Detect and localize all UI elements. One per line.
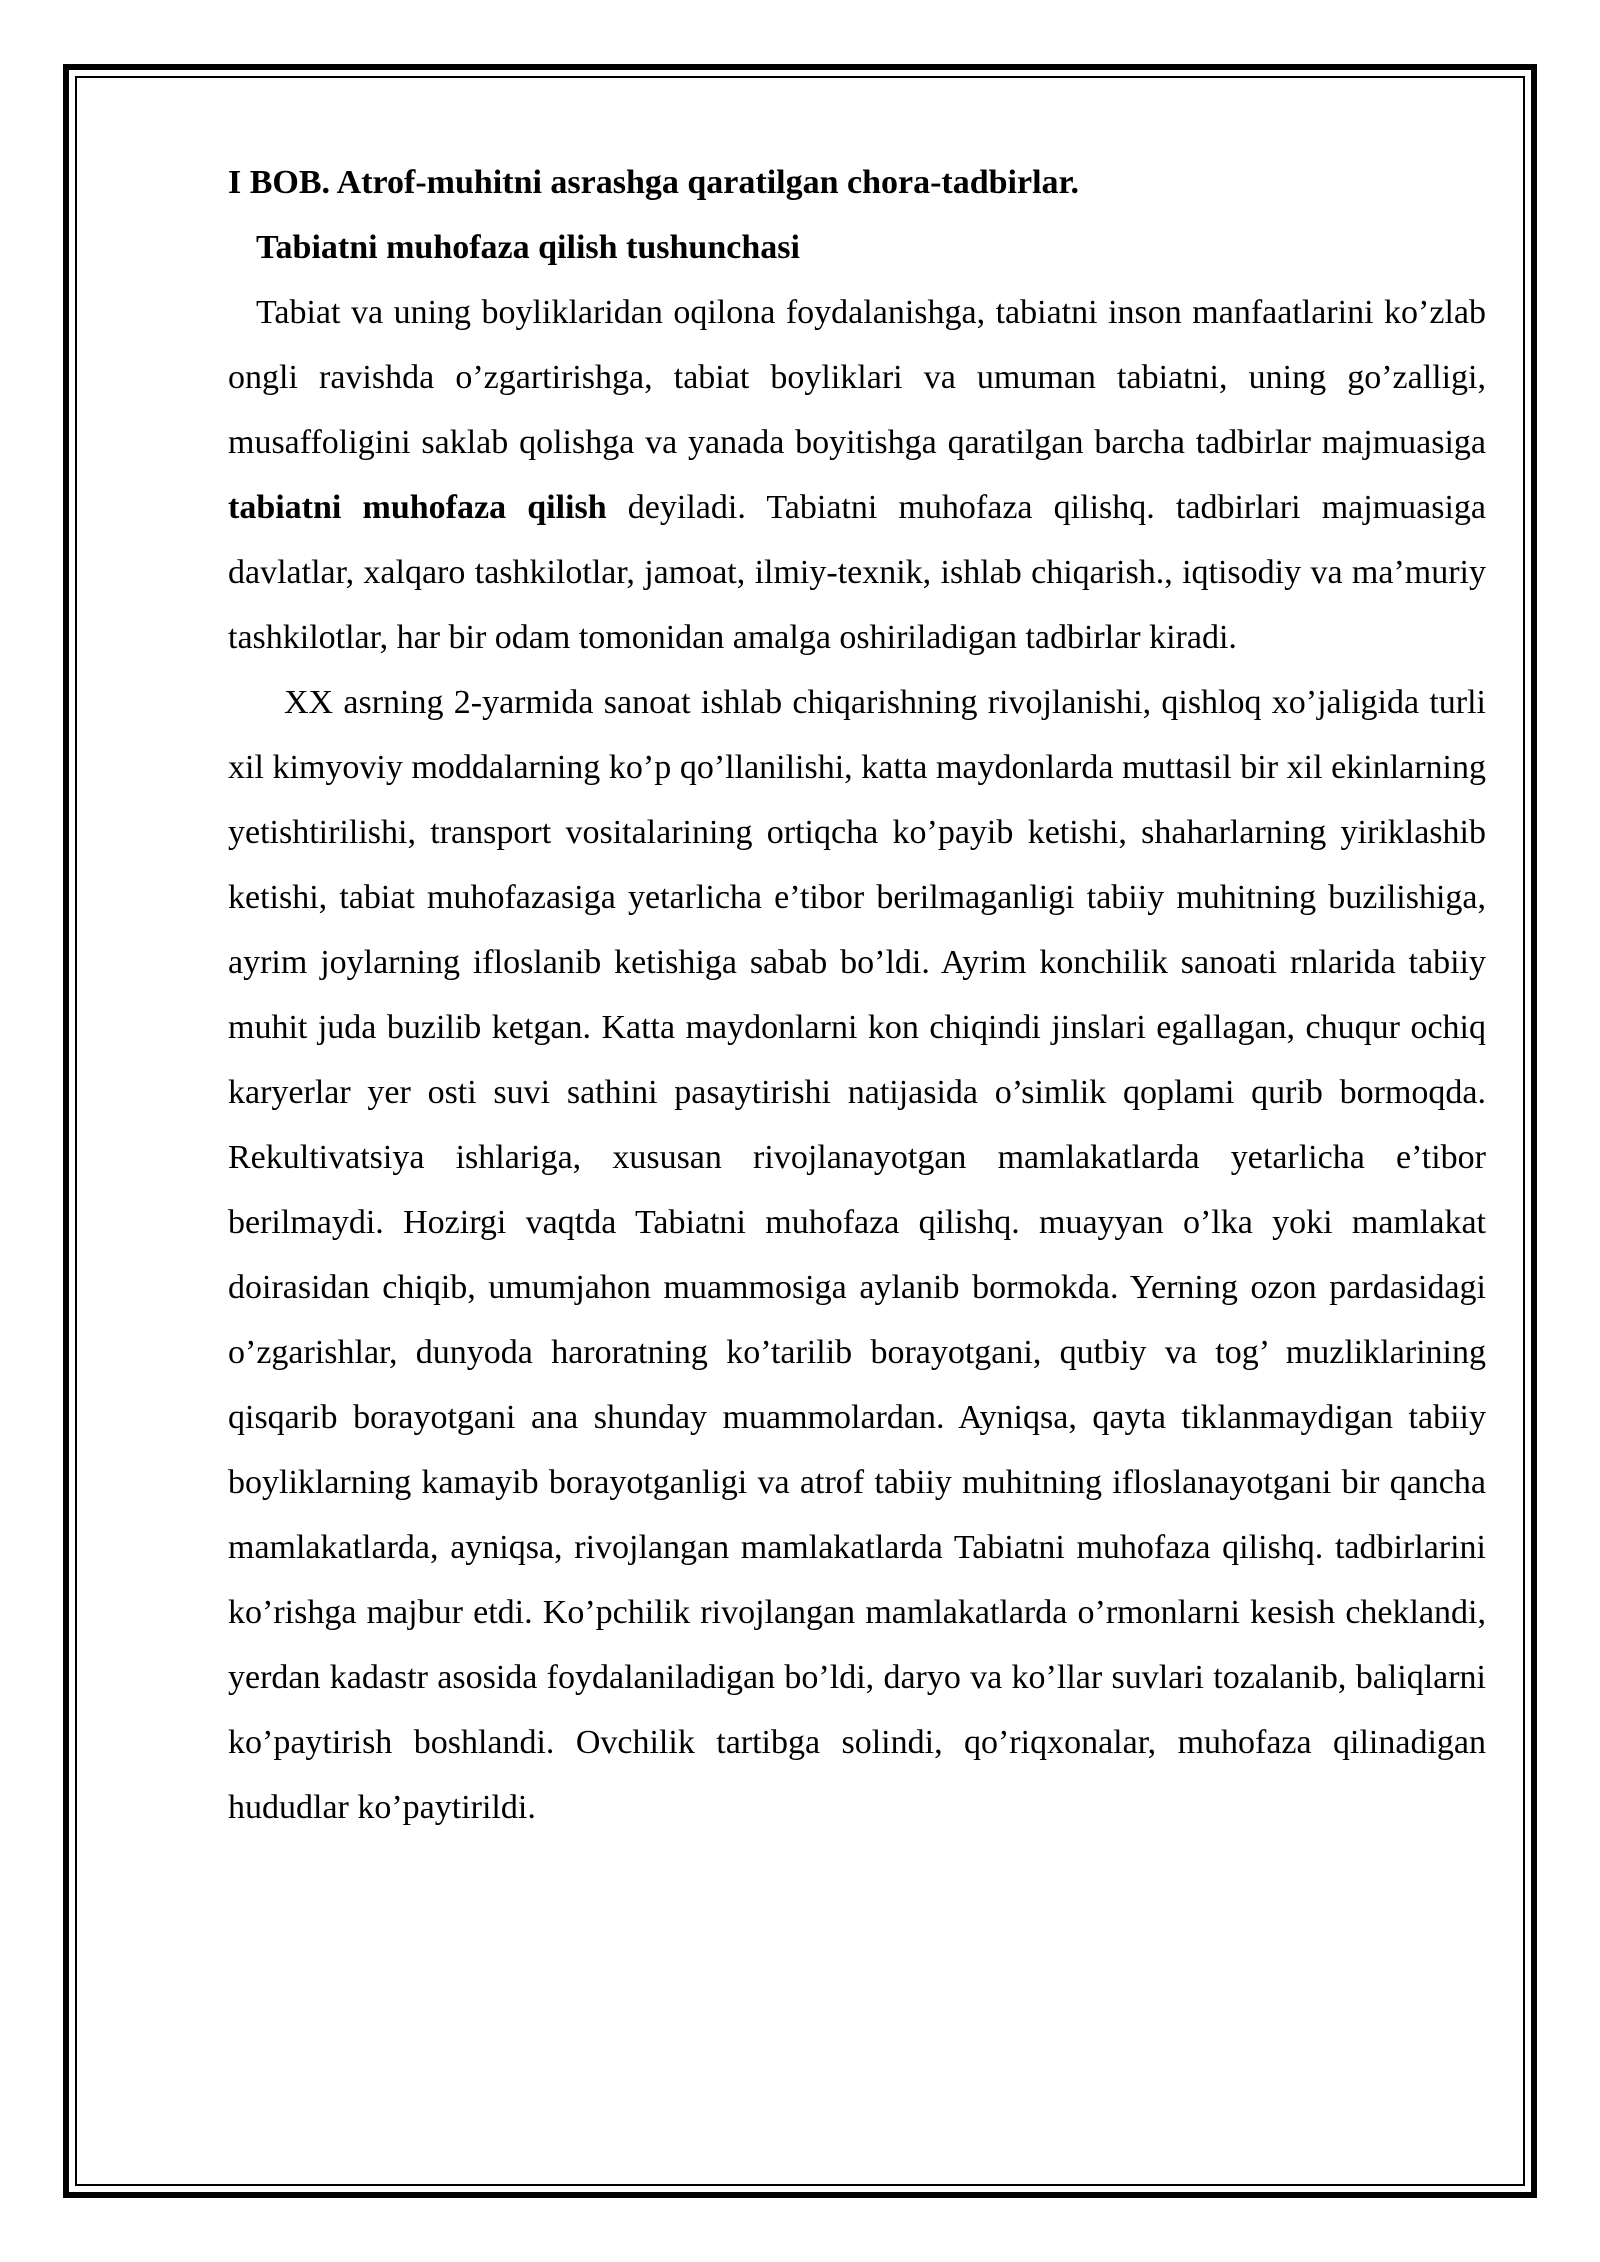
paragraph-text-after: deyiladi. Tabiatni muhofaza qilishq. tadbirlari majmuasiga davlatlar, xalqaro tashkilotlar, jamoat, ilmiy-texnik, ishlab chiqarish., iqtisodiy va ma’muriy tashkilotlar, har bir odam tomonidan amalga oshiriladigan tadbirlar kiradi. — [228, 489, 1486, 656]
chapter-title: I BOB. Atrof-muhitni asrashga qaratilgan chora-tadbirlar. — [228, 164, 1080, 201]
paragraph-definition — [228, 280, 1486, 670]
document-body — [228, 150, 1486, 1840]
paragraph-text-before: Tabiat va uning boyliklaridan oqilona foydalanishga, tabiatni inson manfaatlarini ko’zlab ongli ravishda o’zgartirishga, tabiat boyliklari va umuman tabiatni, uning go’zalligi, musaffoligini saklab qolishga va yanada boyitishga qaratilgan barcha tadbirlar majmuasiga — [228, 294, 1486, 461]
section-title: Tabiatni muhofaza qilish tushunchasi — [256, 229, 800, 266]
paragraph-history: XX asrning 2-yarmida sanoat ishlab chiqarishning rivojlanishi, qishloq xo’jaligida turli xil kimyoviy moddalarning ko’p qo’llanilishi, katta maydonlarda muttasil bir xil ekinlarning yetishtirilishi, transport vositalarining ortiqcha ko’payib ketishi, shaharlarning yiriklashib ketishi, tabiat muhofazasiga yetarlicha e’tibor berilmaganligi tabiiy muhitning buzilishiga, ayrim joylarning ifloslanib ketishiga sabab bo’ldi. Ayrim konchilik sanoati rnlarida tabiiy muhit juda buzilib ketgan. Katta maydonlarni kon chiqindi jinslari egallagan, chuqur ochiq karyerlar yer osti suvi sathini pasaytirishi natijasida o’simlik qoplami qurib bormoqda. Rekultivatsiya ishlariga, xususan rivojlanayotgan mamlakatlarda yetarlicha e’tibor berilmaydi. Hozirgi vaqtda Tabiatni muhofaza qilishq. muayyan o’lka yoki mamlakat doirasidan chiqib, umumjahon muammosiga aylanib bormokda. Yerning ozon pardasidagi o’zgarishlar, dunyoda haroratning ko’tarilib borayotgani, qutbiy va tog’ muzliklarining qisqarib borayotgani ana shunday muammolardan. Ayniqsa, qayta tiklanmaydigan tabiiy boyliklarning kamayib borayotganligi va atrof tabiiy muhitning ifloslanayotgani bir qancha mamlakatlarda, ayniqsa, rivojlangan mamlakatlarda Tabiatni muhofaza qilishq. tadbirlarini ko’rishga majbur etdi. Ko’pchilik rivojlangan mamlakatlarda o’rmonlarni kesish cheklandi, yerdan kadastr asosida foydalaniladigan bo’ldi, daryo va ko’llar suvlari tozalanib, baliqlarni ko’paytirish boshlandi. Ovchilik tartibga solindi, qo’riqxonalar, muhofaza qilinadigan hududlar ko’paytirildi. — [228, 684, 1486, 1826]
bold-term: tabiatni muhofaza qilish — [228, 489, 607, 526]
